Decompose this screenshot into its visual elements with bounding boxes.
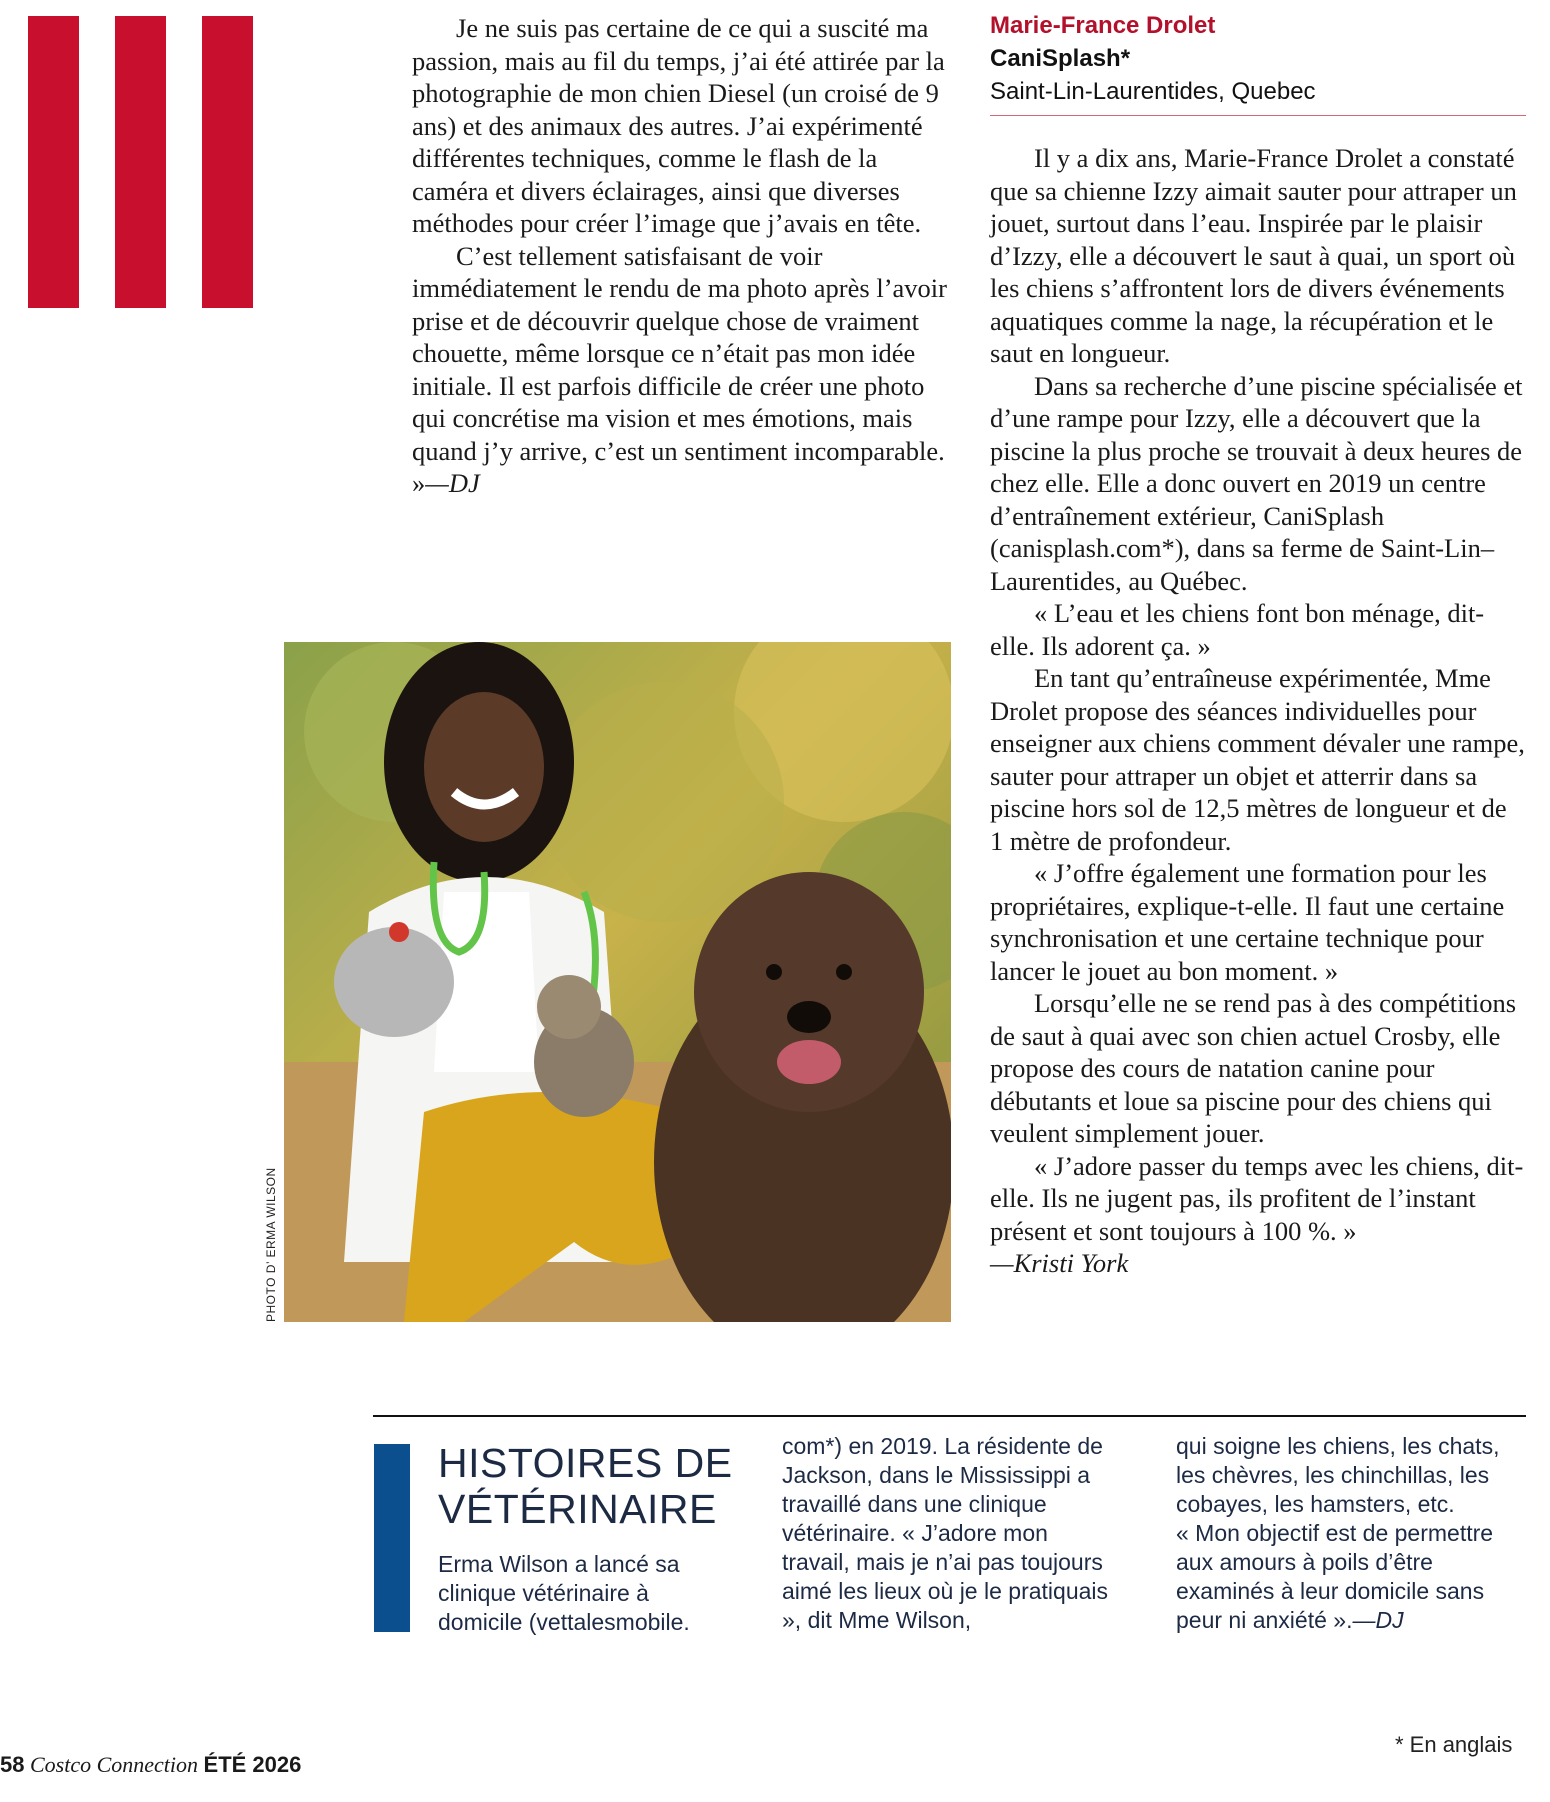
- byline-location: Saint-Lin-Laurentides, Quebec: [990, 78, 1316, 105]
- magazine-name: Costco Connection: [29, 1752, 199, 1777]
- sidebar-col-3-quote: « Mon objectif est de permettre aux amours à poils d’être examinés à leur domicile sans peur ni anxiété ».: [1176, 1520, 1494, 1633]
- sidebar-col-3: [1176, 1432, 1526, 1635]
- photo-credit: PHOTO D’ ERMA WILSON: [264, 1167, 278, 1322]
- left-signature: —DJ: [425, 468, 480, 498]
- byline-business: CaniSplash*: [990, 45, 1131, 72]
- byline-divider: [990, 115, 1526, 116]
- left-column: [412, 12, 952, 500]
- sidebar-signature: —DJ: [1352, 1607, 1404, 1633]
- section-divider: [373, 1415, 1526, 1417]
- right-paragraph-3: « L’eau et les chiens font bon ménage, dit-elle. Ils adorent ça. »: [990, 598, 1485, 661]
- right-column: [990, 142, 1526, 1280]
- sidebar-col-2: com*) en 2019. La résidente de Jackson, dans le Mississippi a travaillé dans une clinique vétérinaire. « J’adore mon travail, mais je n’ai pas toujours aimé les lieux où je le pratiquais », dit Mme Wilson,: [782, 1433, 1109, 1633]
- sidebar-accent-bar: [374, 1444, 410, 1632]
- right-paragraph-5: « J’offre également une formation pour les propriétaires, explique-t-elle. Il faut une certaine synchronisation et une certaine technique pour lancer le jouet au bon moment. »: [990, 858, 1505, 986]
- page-number: 58: [0, 1752, 25, 1777]
- left-paragraph-2: [412, 240, 952, 500]
- right-signature: —Kristi York: [990, 1248, 1129, 1278]
- left-paragraph-2-text: C’est tellement satisfaisant de voir immédiatement le rendu de ma photo après l’avoir prise et de découvrir quelque chose de vraiment chouette, même lorsque ce n’était pas mon idée initiale. Il est parfois difficile de créer une photo qui concrétise ma vision et mes émotions, mais quand j’y arrive, c’est un sentiment incomparable. »: [412, 240, 947, 498]
- right-paragraph-7: « J’adore passer du temps avec les chiens, dit-elle. Ils ne jugent pas, ils profitent de l’instant présent et sont toujours à 100 %. »: [990, 1150, 1524, 1246]
- sidebar-col-3-text-a: qui soigne les chiens, les chats, les chèvres, les chinchillas, les cobayes, les hamsters, etc.: [1176, 1433, 1500, 1517]
- veterinarian-photo-illustration: [284, 642, 951, 1322]
- issue-season: ÉTÉ 2026: [203, 1752, 302, 1777]
- red-bar-3: [202, 16, 253, 308]
- right-paragraph-2: Dans sa recherche d’une piscine spécialisée et d’une rampe pour Izzy, elle a découvert que la piscine la plus proche se trouvait à deux heures de chez elle. Elle a donc ouvert en 2019 un centre d’entraînement extérieur, CaniSplash (canisplash.com*), dans sa ferme de Saint-Lin–Laurentides, au Québec.: [990, 370, 1523, 596]
- byline-name: Marie-France Drolet: [990, 12, 1216, 39]
- page-footer: [0, 1752, 301, 1778]
- right-paragraph-6: Lorsqu’elle ne se rend pas à des compétitions de saut à quai avec son chien actuel Crosby, elle propose des cours de natation canine pour débutants et loue sa piscine pour des chiens qui veulent simplement jouer.: [990, 988, 1517, 1148]
- veterinarian-photo: [284, 642, 951, 1322]
- sidebar-title: [438, 1440, 733, 1532]
- sidebar-title-line2: VÉTÉRINAIRE: [438, 1486, 717, 1532]
- sidebar-lead: Erma Wilson a lancé sa clinique vétérinaire à domicile (vettalesmobile.: [438, 1551, 690, 1635]
- sidebar-col-3-text-b: [1176, 1519, 1526, 1635]
- right-paragraph-1: Il y a dix ans, Marie-France Drolet a constaté que sa chienne Izzy aimait sauter pour attraper un jouet, surtout dans l’eau. Inspirée par le plaisir d’Izzy, elle a découvert le saut à quai, un sport où les chiens s’affrontent lors de divers événements aquatiques comme la nage, la récupération et le saut en longueur.: [990, 143, 1517, 368]
- left-paragraph-1: Je ne suis pas certaine de ce qui a suscité ma passion, mais au fil du temps, j’ai été attirée par la photographie de mon chien Diesel (un croisé de 9 ans) et des animaux des autres. J’ai expérimenté différentes techniques, comme le flash de la caméra et divers éclairages, ainsi que diverses méthodes pour créer l’image que j’avais en tête.: [412, 13, 945, 238]
- red-bar-1: [28, 16, 79, 308]
- right-paragraph-4: En tant qu’entraîneuse expérimentée, Mme Drolet propose des séances individuelles pour enseigner aux chiens comment dévaler une rampe, sauter pour attraper un objet et atterrir dans sa piscine hors sol de 12,5 mètres de longueur et de 1 mètre de profondeur.: [990, 663, 1525, 856]
- footnote: * En anglais: [1395, 1732, 1513, 1757]
- sidebar-title-line1: HISTOIRES DE: [438, 1440, 733, 1486]
- red-bar-2: [115, 16, 166, 308]
